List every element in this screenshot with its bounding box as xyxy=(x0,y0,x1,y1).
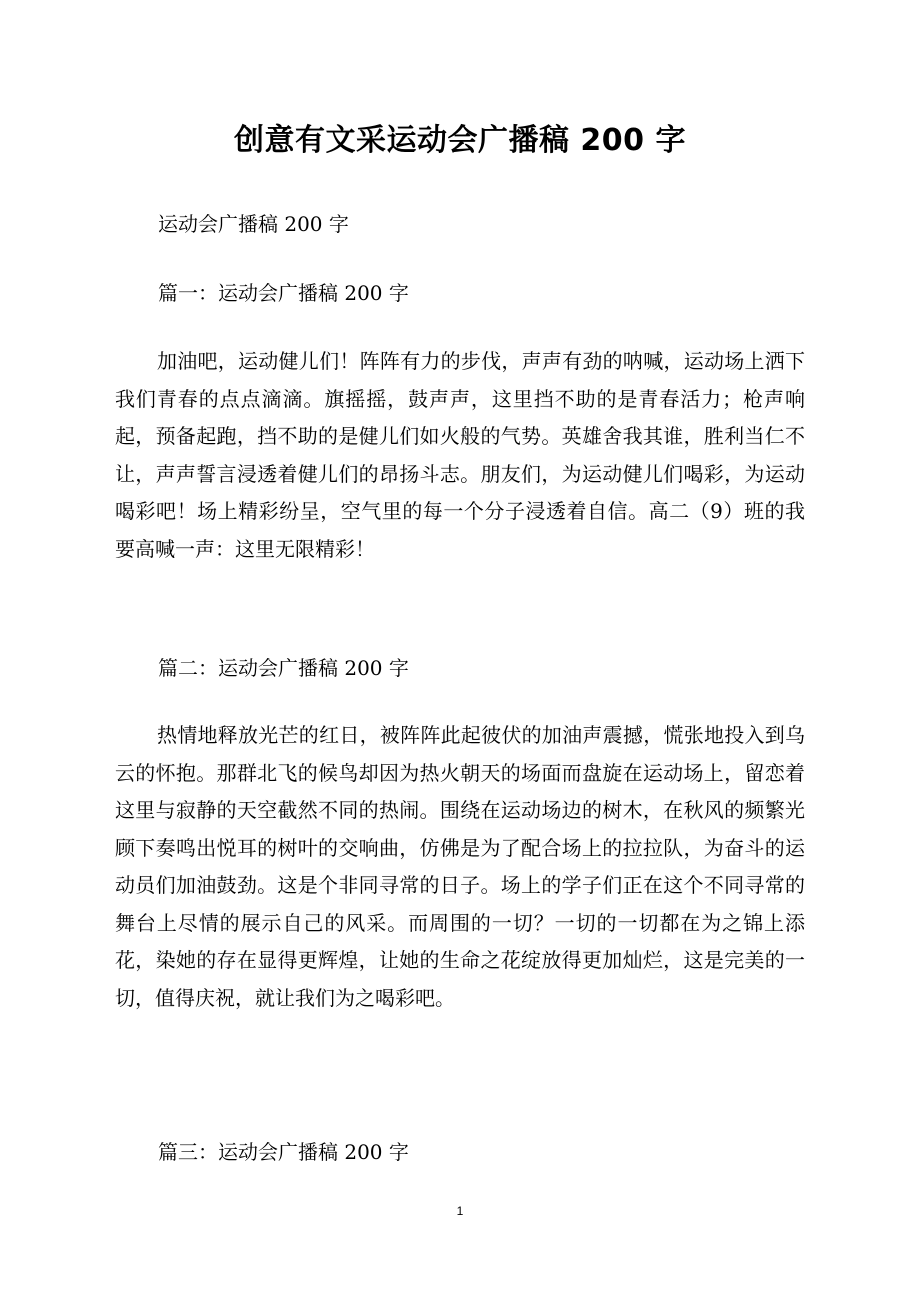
document-subtitle: 运动会广播稿 200 字 xyxy=(158,212,349,236)
section2-body: 热情地释放光芒的红日，被阵阵此起彼伏的加油声震撼，慌张地投入到乌云的怀抱。那群北飞的候鸟却因为热火朝天的场面而盘旋在运动场上，留恋着这里与寂静的天空截然不同的热闹。围绕在运动场边的树木，在秋风的频繁光顾下奏鸣出悦耳的树叶的交响曲，仿佛是为了配合场上的拉拉队，为奋斗的运动员们加油鼓劲。这是个非同寻常的日子。场上的学子们正在这个不同寻常的舞台上尽情的展示自己的风采。而周围的一切？一切的一切都在为之锦上添花，染她的存在显得更辉煌，让她的生命之花绽放得更加灿烂，这是完美的一切，值得庆祝，就让我们为之喝彩吧。 xyxy=(115,723,805,1010)
page-number: 1 xyxy=(456,1204,464,1218)
section3-heading: 篇三：运动会广播稿 200 字 xyxy=(158,1140,409,1164)
section2-heading: 篇二：运动会广播稿 200 字 xyxy=(158,656,409,680)
document-title: 创意有文采运动会广播稿 200 字 xyxy=(233,123,686,158)
section1-heading: 篇一：运动会广播稿 200 字 xyxy=(158,281,409,305)
section1-body: 加油吧，运动健儿们！阵阵有力的步伐，声声有劲的呐喊，运动场上洒下我们青春的点点滴滴。旗摇摇，鼓声声，这里挡不助的是青春活力；枪声响起，预备起跑，挡不助的是健儿们如火般的气势。英雄舍我其谁，胜利当仁不让，声声誓言浸透着健儿们的昂扬斗志。朋友们，为运动健儿们喝彩，为运动喝彩吧！场上精彩纷呈，空气里的每一个分子浸透着自信。高二（9）班的我要高喊一声：这里无限精彩！ xyxy=(115,349,805,561)
